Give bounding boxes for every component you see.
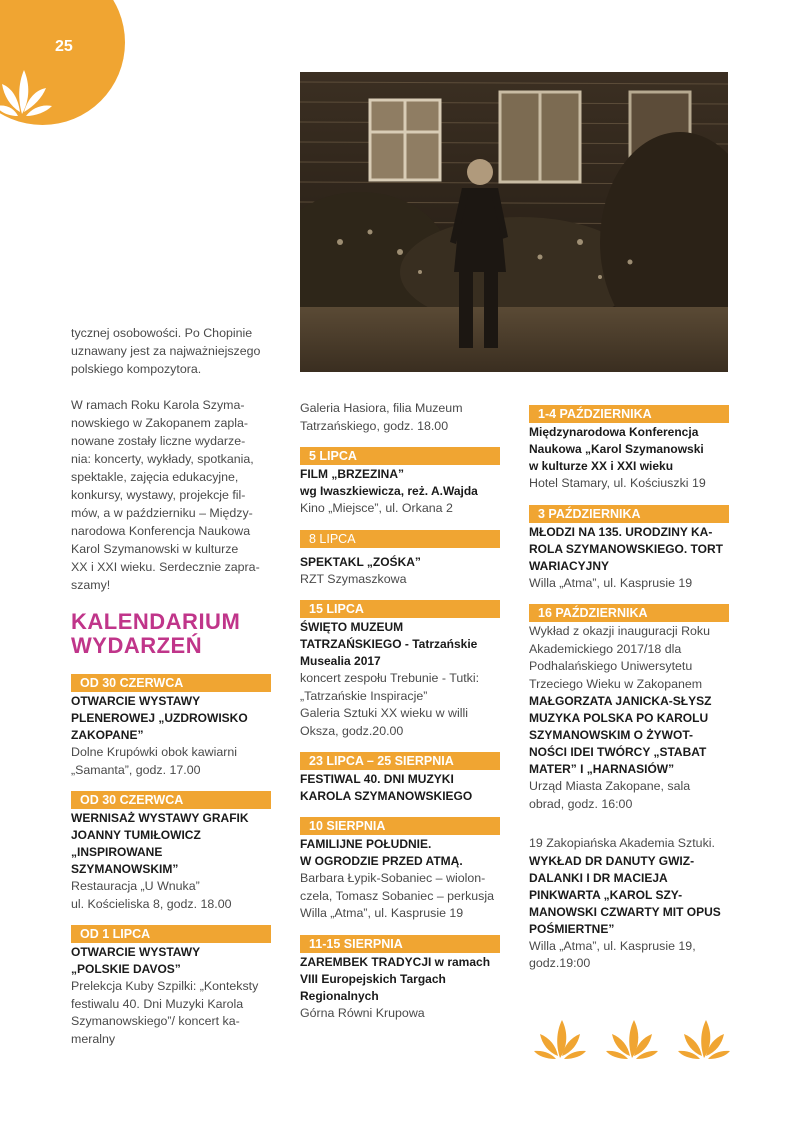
- event-desc: Galeria Sztuki XX wieku w willi: [300, 706, 469, 720]
- event-title: „INSPIROWANE: [71, 845, 163, 859]
- page-number: 25: [55, 38, 73, 55]
- event-desc: Akademickiego 2017/18 dla: [529, 641, 682, 656]
- event-desc: festiwalu 40. Dni Muzyki Karola: [71, 996, 244, 1011]
- event-title: ZAREMBEK TRADYCJI w ramach: [300, 954, 491, 969]
- event-title: WYKŁAD DR DANUTY GWIZ-: [529, 853, 695, 868]
- event-item: [300, 752, 500, 805]
- event-title: NOŚCI IDEI TWÓRCY „STABAT: [529, 745, 707, 759]
- event-title: W OGRODZIE PRZED ATMĄ.: [300, 854, 463, 868]
- event-desc: Galeria Hasiora, filia Muzeum: [300, 401, 463, 415]
- event-title: „POLSKIE DAVOS”: [71, 962, 181, 976]
- column-1: [71, 324, 271, 1060]
- event-date: 15 LIPCA: [300, 600, 500, 618]
- column-3: [529, 405, 729, 985]
- intro-line: XX i XXI wieku. Serdecznie zapra-: [71, 560, 260, 574]
- historical-photo: [300, 72, 728, 372]
- event-desc: „Samanta”, godz. 17.00: [71, 762, 201, 777]
- event-title: SZYMANOWSKIM”: [71, 862, 179, 876]
- event-desc: „Tatrzańskie Inspiracje”: [300, 688, 428, 703]
- event-title: OTWARCIE WYSTAWY: [71, 694, 201, 708]
- event-item: [71, 674, 271, 779]
- event-desc: Górna Równi Krupowa: [300, 1005, 425, 1020]
- event-date: 3 PAŹDZIERNIKA: [529, 505, 729, 523]
- intro-line: Karol Szymanowski w kulturze: [71, 542, 239, 556]
- event-desc: Prelekcja Kuby Szpilki: „Konteksty: [71, 979, 259, 993]
- event-title: wg Iwaszkiewicza, reż. A.Wajda: [300, 484, 478, 498]
- event-desc: Szymanowskiego”/ koncert ka-: [71, 1014, 240, 1028]
- event-desc: godz.19:00: [529, 956, 591, 970]
- event-item: [300, 817, 500, 923]
- event-item: [529, 505, 729, 593]
- event-title: WARIACYJNY: [529, 558, 610, 573]
- event-desc: Willa „Atma”, ul. Kasprusie 19: [529, 575, 693, 590]
- event-desc: Podhalańskiego Uniwersytetu: [529, 659, 693, 673]
- event-title: MŁODZI NA 135. URODZINY KA-: [529, 524, 713, 539]
- event-date: 23 LIPCA – 25 SIERPNIA: [300, 752, 500, 770]
- event-desc: Tatrzańskiego, godz. 18.00: [300, 418, 449, 433]
- event-desc: Willa „Atma”, ul. Kasprusie 19,: [529, 938, 696, 953]
- event-title: w kulturze XX i XXI wieku: [529, 459, 674, 473]
- event-title: VIII Europejskich Targach: [300, 971, 446, 986]
- event-desc: ul. Kościeliska 8, godz. 18.00: [71, 896, 232, 911]
- event-desc: obrad, godz. 16:00: [529, 796, 633, 811]
- event-desc: RZT Szymaszkowa: [300, 571, 407, 586]
- event-date: 11-15 SIERPNIA: [300, 935, 500, 953]
- intro-line: polskiego kompozytora.: [71, 362, 202, 376]
- event-title: Musealia 2017: [300, 654, 381, 668]
- event-desc: Dolne Krupówki obok kawiarni: [71, 745, 237, 759]
- intro-line: spektakle, zajęcia edukacyjne,: [71, 470, 239, 484]
- intro-line: nia: koncerty, wykłady, spotkania,: [71, 452, 254, 466]
- event-title: MAŁGORZATA JANICKA-SŁYSZ: [529, 694, 712, 708]
- event-title: MATER” I „HARNASIÓW”: [529, 762, 675, 776]
- event-title: Międzynarodowa Konferencja: [529, 425, 699, 439]
- event-title: Naukowa „Karol Szymanowski: [529, 442, 704, 456]
- kalendarium-heading-line: KALENDARIUM: [71, 609, 241, 634]
- event-item: [300, 530, 500, 589]
- event-title: SPEKTAKL „ZOŚKA”: [300, 554, 421, 569]
- event-title: PINKWARTA „KAROL SZY-: [529, 887, 683, 902]
- event-desc: meralny: [71, 1031, 116, 1046]
- event-desc: koncert zespołu Trebunie - Tutki:: [300, 671, 480, 685]
- event-desc: Hotel Stamary, ul. Kościuszki 19: [529, 476, 706, 490]
- event-desc: Barbara Łypik-Sobaniec – wiolon-: [300, 871, 486, 885]
- event-date: 10 SIERPNIA: [300, 817, 500, 835]
- event-title: TATRZAŃSKIEGO - Tatrzańskie: [300, 637, 478, 651]
- event-item: [529, 604, 729, 813]
- event-desc: Urząd Miasta Zakopane, sala: [529, 779, 691, 793]
- event-item: [300, 935, 500, 1023]
- intro-line: tycznej osobowości. Po Chopinie: [71, 326, 253, 340]
- event-desc: Willa „Atma”, ul. Kasprusie 19: [300, 906, 464, 920]
- event-item: [529, 405, 729, 493]
- kalendarium-heading-line: WYDARZEŃ: [71, 633, 203, 658]
- intro-line: nowskiego w Zakopanem zapla-: [71, 416, 249, 430]
- event-desc: Wykład z okazji inauguracji Roku: [529, 624, 711, 638]
- event-title: Regionalnych: [300, 988, 379, 1003]
- event-title: DALANKI I DR MACIEJA: [529, 870, 668, 885]
- event-title: ŚWIĘTO MUZEUM: [300, 620, 404, 634]
- event-date: 1-4 PAŹDZIERNIKA: [529, 405, 729, 423]
- event-title: WERNISAŻ WYSTAWY GRAFIK: [71, 811, 249, 825]
- intro-line: W ramach Roku Karola Szyma-: [71, 398, 245, 412]
- intro-line: konkursy, wystawy, projekcje fil-: [71, 488, 246, 502]
- event-date: OD 1 LIPCA: [71, 925, 271, 943]
- event-desc: Kino „Miejsce”, ul. Orkana 2: [300, 501, 453, 515]
- event-item: [71, 791, 271, 913]
- kalendarium-heading: [71, 610, 271, 658]
- event-title: FAMILIJNE POŁUDNIE.: [300, 837, 432, 851]
- event-title: FESTIWAL 40. DNI MUZYKI: [300, 772, 454, 786]
- event-title: POŚMIERTNE”: [529, 921, 615, 936]
- event-title: MANOWSKI CZWARTY MIT OPUS: [529, 904, 721, 919]
- intro-line: nowane zostały liczne wydarze-: [71, 434, 246, 448]
- event-title: OTWARCIE WYSTAWY: [71, 945, 201, 959]
- event-date: 16 PAŹDZIERNIKA: [529, 604, 729, 622]
- event-date: 5 LIPCA: [300, 447, 500, 465]
- event-desc: 19 Zakopiańska Akademia Sztuki.: [529, 836, 715, 850]
- event-title: SZYMANOWSKIM O ŻYWOT-: [529, 728, 693, 742]
- event-title: MUZYKA POLSKA PO KAROLU: [529, 711, 709, 725]
- event-item: [300, 600, 500, 740]
- event-title: FILM „BRZEZINA”: [300, 467, 404, 481]
- event-title: JOANNY TUMIŁOWICZ: [71, 828, 201, 842]
- column-2: [300, 400, 500, 1034]
- intro-line: mów, a w październiku – Między-: [71, 506, 253, 520]
- event-date: OD 30 CZERWCA: [71, 791, 271, 809]
- event-item: [71, 925, 271, 1048]
- event-title: ZAKOPANE”: [71, 728, 144, 742]
- intro-line: uznawany jest za najważniejszego: [71, 344, 261, 358]
- event-item: [529, 835, 729, 973]
- event-desc: Oksza, godz.20.00: [300, 723, 404, 738]
- wheat-ornament-icon: [0, 40, 70, 120]
- event-title: KAROLA SZYMANOWSKIEGO: [300, 789, 473, 803]
- event-title: PLENEROWEJ „UZDROWISKO: [71, 711, 248, 725]
- event-desc: Trzeciego Wieku w Zakopanem: [529, 676, 703, 691]
- event-date: 8 LIPCA: [300, 530, 500, 548]
- intro-line: narodowa Konferencja Naukowa: [71, 524, 251, 538]
- event-desc: Restauracja „U Wnuka”: [71, 879, 200, 893]
- wheat-ornament-icon: [534, 1008, 734, 1060]
- intro-line: szamy!: [71, 578, 111, 592]
- event-title: ROLA SZYMANOWSKIEGO. TORT: [529, 541, 723, 556]
- event-desc: czela, Tomasz Sobaniec – perkusja: [300, 888, 494, 903]
- event-item: [300, 447, 500, 518]
- event-date: OD 30 CZERWCA: [71, 674, 271, 692]
